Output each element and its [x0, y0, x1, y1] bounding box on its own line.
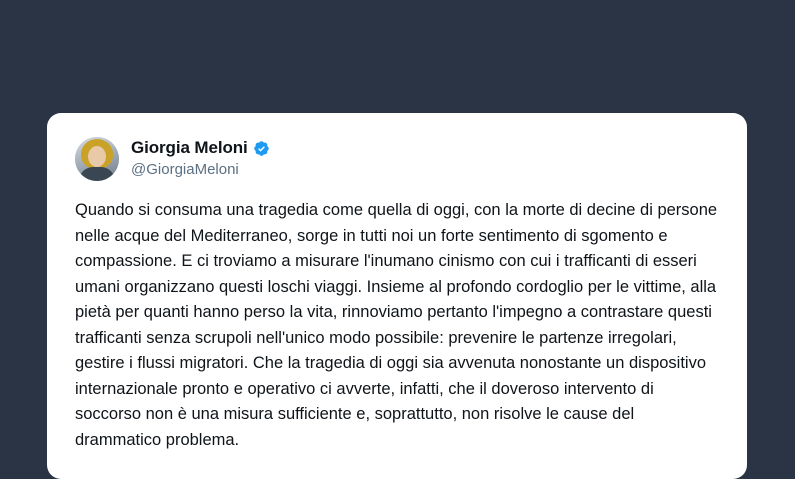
author-name-row	[131, 138, 270, 158]
author-name-block	[131, 137, 270, 180]
avatar[interactable]	[75, 137, 119, 181]
avatar-body	[79, 167, 115, 181]
verified-badge-icon	[253, 140, 270, 157]
avatar-face	[88, 146, 106, 167]
tweet-text: Quando si consuma una tragedia come quella di oggi, con la morte di decine di persone nelle acque del Mediterraneo, sorge in tutti noi un forte sentimento di sgomento e compassione. E ci troviamo a misurare l'inumano cinismo con cui i trafficanti di esseri umani organizzano questi loschi viaggi. Insieme al profondo cordoglio per le vittime, alla pietà per quanti hanno perso la vita, rinnoviamo pertanto l'impegno a contrastare questi trafficanti senza scrupoli nell'unico modo possibile: prevenire le partenze irregolari, gestire i flussi migratori. Che la tragedia di oggi sia avvenuta nonostante un dispositivo internazionale pronto e operativo ci avverte, infatti, che il doveroso intervento di soccorso non è una misura sufficiente e, soprattutto, non risolve le cause del drammatico problema.	[75, 201, 722, 449]
author-display-name[interactable]: Giorgia Meloni	[131, 138, 248, 157]
tweet-card[interactable]	[47, 113, 747, 479]
tweet-header	[75, 137, 719, 181]
author-handle[interactable]: @GiorgiaMeloni	[131, 161, 239, 178]
